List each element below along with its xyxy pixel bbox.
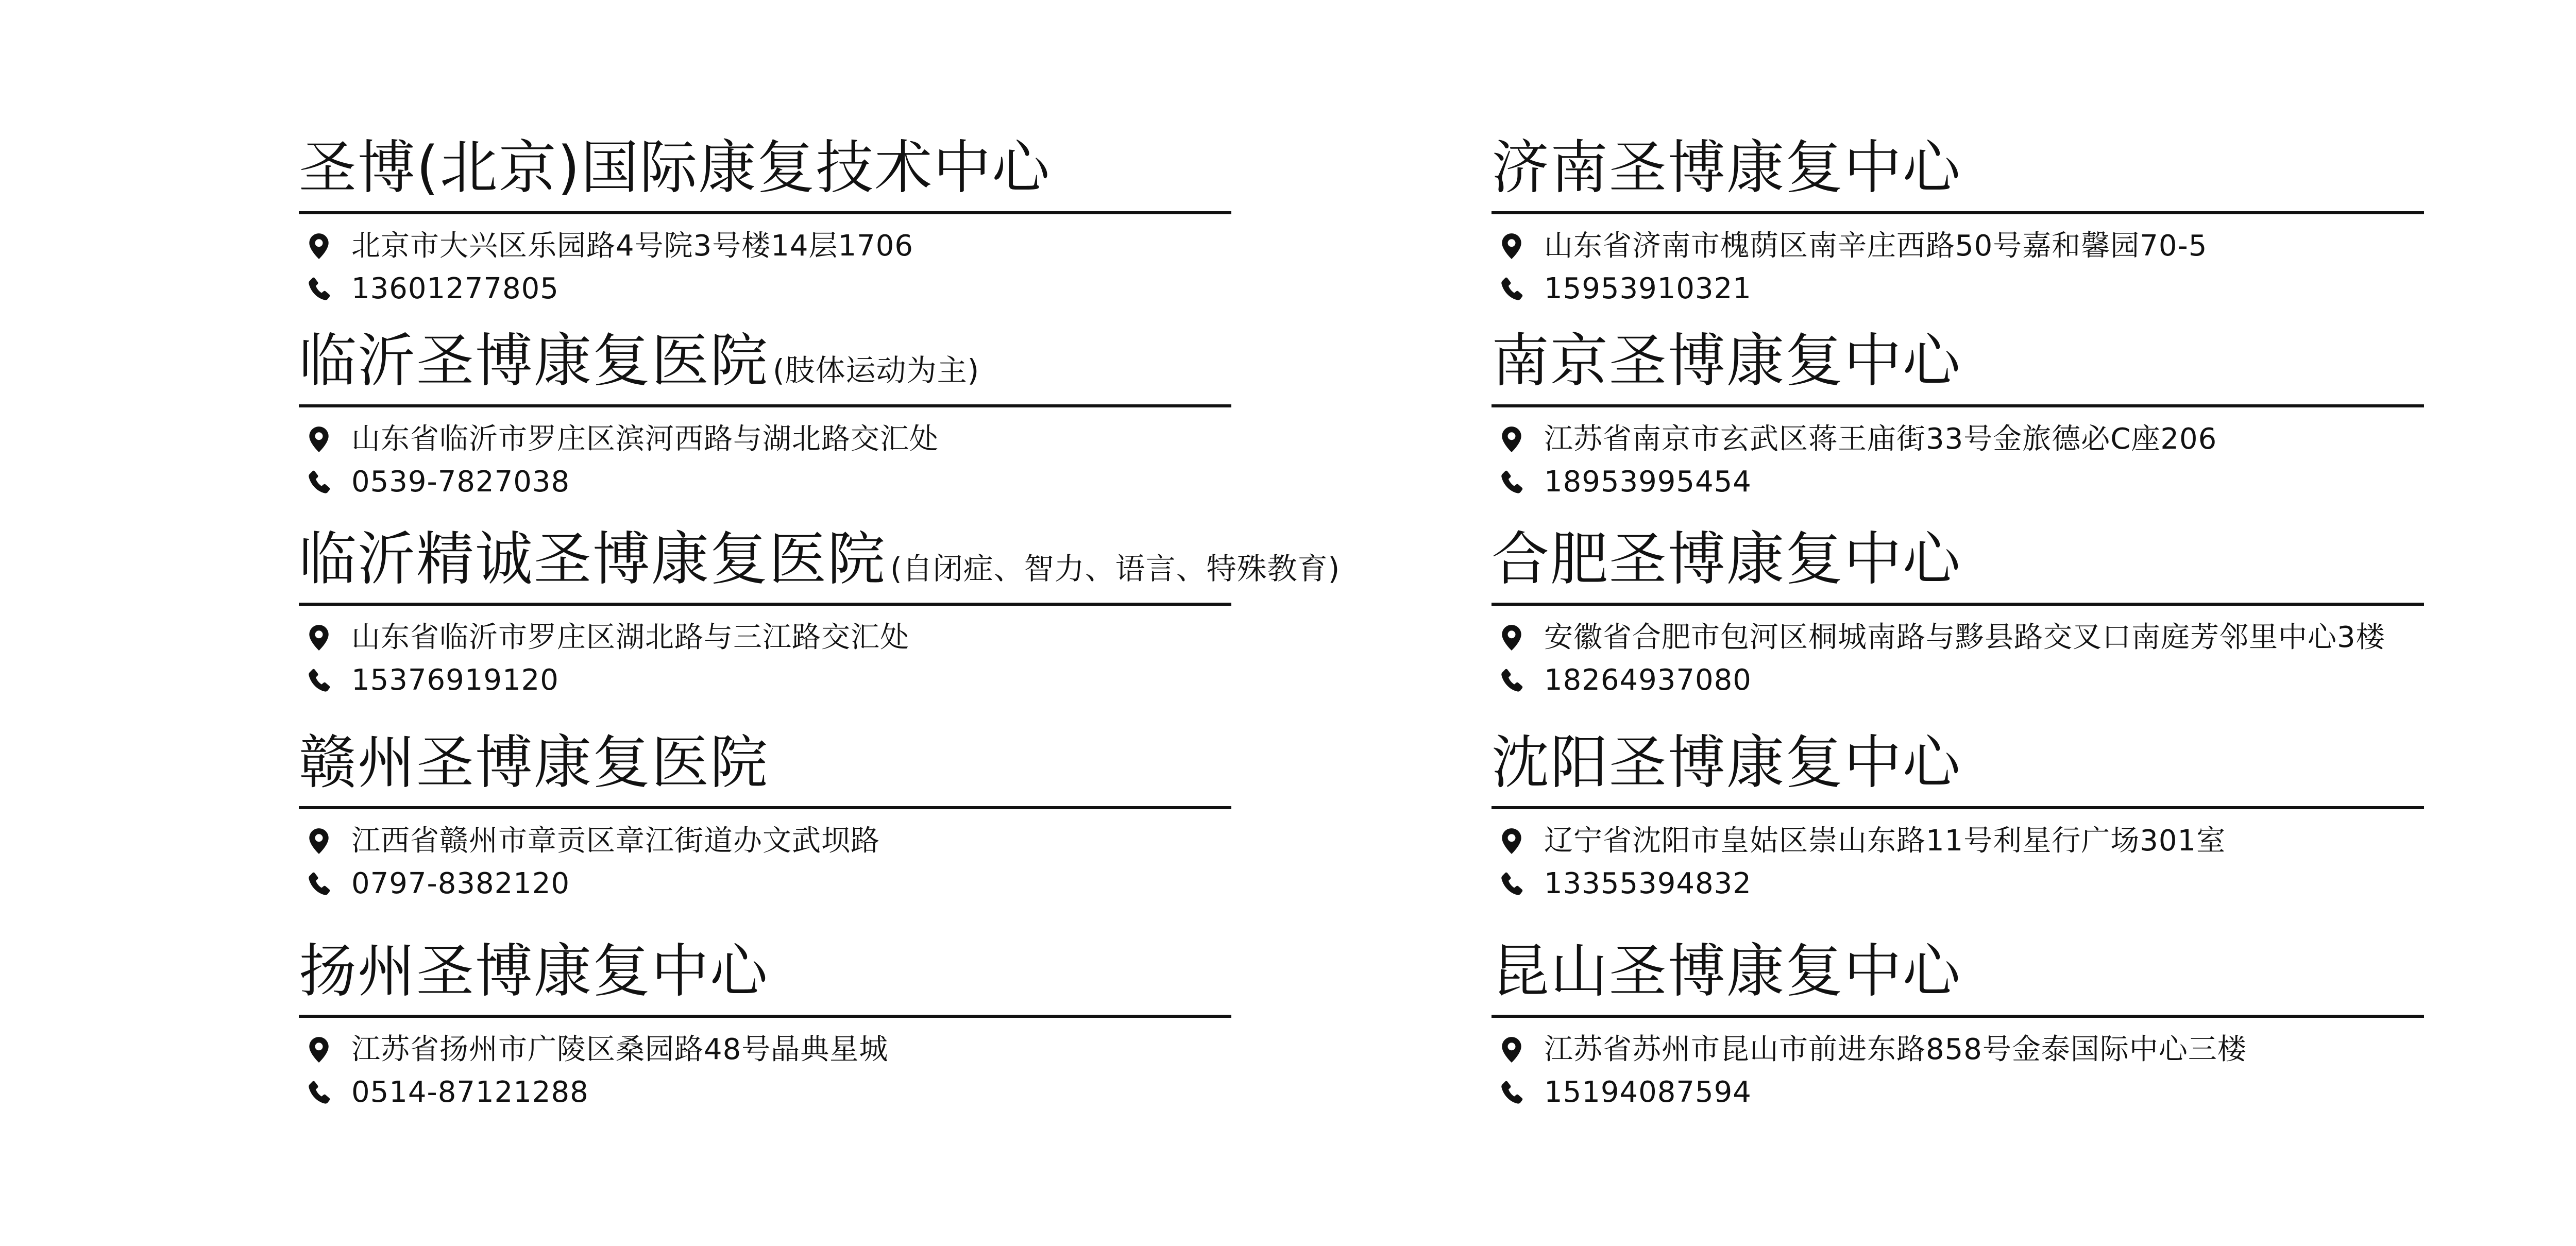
center-name: 济南圣博康复中心 (1492, 134, 1961, 201)
center-name: 昆山圣博康复中心 (1492, 938, 1961, 1005)
address-row (306, 422, 939, 456)
phone-row (306, 272, 559, 305)
phone-icon (306, 870, 332, 898)
address-text: 北京市大兴区乐园路4号院3号楼14层1706 (351, 229, 914, 263)
phone-row (1499, 869, 1752, 898)
address-row (1499, 422, 2217, 456)
address-row (1499, 229, 2208, 263)
map-pin-icon (306, 624, 332, 652)
phone-row (306, 869, 570, 898)
phone-row (306, 663, 559, 697)
phone-icon (306, 275, 332, 303)
title-underline (1492, 211, 2424, 214)
center-name: 临沂精诚圣博康复医院 (299, 526, 886, 593)
entry-title (299, 938, 769, 1005)
address-row (306, 824, 880, 858)
entry-title (299, 729, 769, 796)
map-pin-icon (1499, 827, 1524, 855)
title-underline (299, 404, 1231, 407)
phone-icon (1499, 468, 1524, 496)
center-name: 扬州圣博康复中心 (299, 938, 769, 1005)
title-underline (299, 211, 1231, 214)
center-name: 赣州圣博康复医院 (299, 729, 769, 796)
map-pin-icon (1499, 624, 1524, 652)
address-text: 江苏省扬州市广陵区桑园路48号晶典星城 (351, 1033, 889, 1066)
entry-title (299, 328, 980, 395)
address-row (306, 623, 909, 652)
phone-icon (306, 468, 332, 496)
address-text: 辽宁省沈阳市皇姑区崇山东路11号利星行广场301室 (1544, 824, 2226, 858)
phone-icon (1499, 870, 1524, 898)
address-text: 山东省济南市槐荫区南辛庄西路50号嘉和馨园70-5 (1544, 229, 2208, 263)
phone-row (1499, 272, 1752, 305)
address-text: 山东省临沂市罗庄区滨河西路与湖北路交汇处 (351, 422, 939, 456)
title-underline (1492, 806, 2424, 809)
address-row (306, 229, 914, 263)
entry-title (1492, 938, 1961, 1005)
title-underline (1492, 404, 2424, 407)
center-name: 临沂圣博康复医院 (299, 328, 769, 395)
center-specialty-note: (自闭症、智力、语言、特殊教育) (890, 551, 1341, 586)
map-pin-icon (306, 1036, 332, 1064)
entry-title (1492, 526, 1961, 593)
address-text: 安徽省合肥市包河区桐城南路与黟县路交叉口南庭芳邻里中心3楼 (1544, 621, 2385, 654)
center-name: 合肥圣博康复中心 (1492, 526, 1961, 593)
entry-title (299, 526, 1341, 593)
address-text: 山东省临沂市罗庄区湖北路与三江路交汇处 (351, 621, 909, 654)
map-pin-icon (1499, 1036, 1524, 1064)
map-pin-icon (306, 232, 332, 260)
center-specialty-note: (肢体运动为主) (773, 353, 980, 388)
map-pin-icon (306, 827, 332, 855)
center-name: 南京圣博康复中心 (1492, 328, 1961, 395)
map-pin-icon (1499, 232, 1524, 260)
phone-row (1499, 1078, 1752, 1107)
phone-number: 0797-8382120 (351, 867, 570, 900)
title-underline (1492, 1015, 2424, 1018)
address-text: 江苏省南京市玄武区蒋王庙街33号金旅德必C座206 (1544, 422, 2217, 456)
phone-icon (1499, 275, 1524, 303)
entry-title (299, 134, 1051, 201)
phone-row (306, 1078, 589, 1107)
address-text: 江苏省苏州市昆山市前进东路858号金泰国际中心三楼 (1544, 1033, 2247, 1066)
phone-icon (1499, 1079, 1524, 1106)
map-pin-icon (1499, 425, 1524, 453)
phone-row (1499, 663, 1752, 697)
title-underline (299, 603, 1231, 606)
entry-title (1492, 328, 1961, 395)
phone-number: 0514-87121288 (351, 1076, 589, 1109)
phone-number: 15953910321 (1544, 272, 1752, 305)
phone-number: 18953995454 (1544, 465, 1752, 499)
phone-number: 13601277805 (351, 272, 559, 305)
center-name: 沈阳圣博康复中心 (1492, 729, 1961, 796)
center-name: 圣博(北京)国际康复技术中心 (299, 134, 1051, 201)
entry-title (1492, 729, 1961, 796)
address-row (306, 1035, 888, 1064)
address-text: 江西省赣州市章贡区章江街道办文武坝路 (351, 824, 880, 858)
phone-number: 18264937080 (1544, 663, 1752, 697)
phone-number: 15194087594 (1544, 1076, 1752, 1109)
entry-title (1492, 134, 1961, 201)
phone-icon (1499, 667, 1524, 694)
phone-icon (306, 667, 332, 694)
phone-number: 13355394832 (1544, 867, 1752, 900)
address-row (1499, 623, 2385, 652)
title-underline (299, 806, 1231, 809)
phone-icon (306, 1079, 332, 1106)
phone-row (1499, 465, 1752, 499)
title-underline (299, 1015, 1231, 1018)
address-row (1499, 824, 2226, 858)
phone-number: 15376919120 (351, 663, 559, 697)
map-pin-icon (306, 425, 332, 453)
phone-number: 0539-7827038 (351, 465, 570, 499)
phone-row (306, 465, 570, 499)
title-underline (1492, 603, 2424, 606)
address-row (1499, 1035, 2247, 1064)
